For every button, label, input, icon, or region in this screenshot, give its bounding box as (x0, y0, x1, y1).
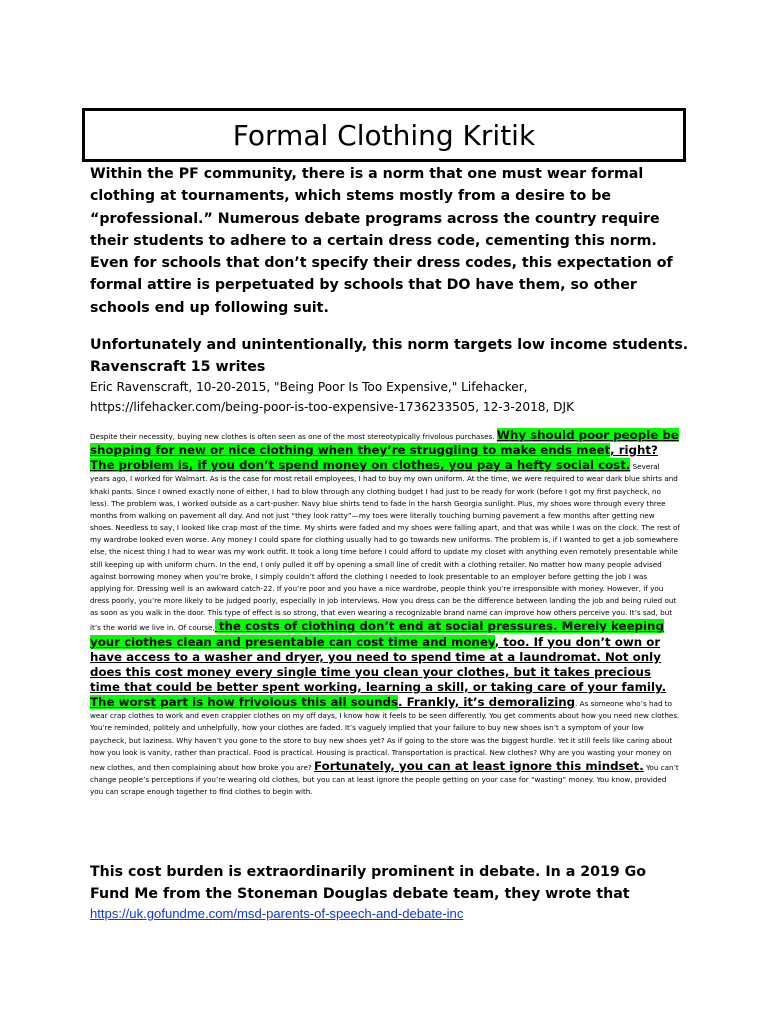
closing-paragraph: This cost burden is extraordinarily prominent in debate. In a 2019 Go Fund Me from the Stoneman Douglas debate team, they wrote that (90, 864, 647, 903)
card-text: You can’t change people’s perceptions if you’re wearing old clothes, but you can at least ignore the people getting on your case for “wasting” money. You know, provided you can scrape enough together to find clothes to begin with. (90, 762, 679, 797)
card-highlight: Why should poor people be shopping for new or nice clothing when they’re struggling to make ends meet (90, 428, 679, 458)
intro-paragraph: Within the PF community, there is a norm that one must wear formal clothing at tournaments, which stems mostly from a desire to be “professional.” Numerous debate programs across the country require their students to adhere to a certain dress code, cementing this norm. Even for schools that don’t specify their dress codes, this expectation of formal attire is perpetuated by schools that DO have them, so other schools end up following suit. (90, 166, 673, 316)
evidence-card (90, 428, 680, 798)
card-highlight: the costs of clothing don’t end at social pressures. Merely keeping your clothes clean and presentable can cost time and money (90, 619, 664, 649)
card-text: . As someone who’s had to wear crap clothes to work and even crappier clothes on my off days, I know how it feels to be seen differently. You get comments about how you need new clothes. You’re reminded, politely and unhelpfully, how your clothes are faded. It’s vaguely implied that your failure to buy new shoes isn’t a symptom of your low paycheck, but laziness. Why haven’t you gone to the store to buy new shoes yet? As if going to the store was the biggest hurdle. Yet it still feels like caring about how you look is vanity, rather than practical. Food is practical. Housing is practical. Transportation is practical. New clothes? Why are you wasting your money on new clothes, and then complaining about how broke you are? (90, 699, 680, 772)
card-highlight: The worst part is how frivolous this all sounds (90, 695, 399, 710)
card-text: Several years ago, I worked for Walmart. As is the case for most retail employees, I had to buy my own uniform. At the time, we were required to wear dark blue shirts and khaki pants. Since I owned exactly none of either, I had to blow through any clothing budget I had just to be ready for work (before I got my first paycheck, no less). The problem was, I worked outside as a cart-pusher. Navy blue shirts tend to fade in the harsh Georgia sunlight. Plus, my shoes wore through every three months from walking on pavement all day. And not just “they look ratty”—my toes were literally touching burning pavement a few months after getting new shoes. Needless to say, I looked like crap most of the time. My shirts were faded and my shoes were falling apart, and that was while I was on the clock. The rest of my wardrobe looked even worse. Any money I could spare for clothing usually had to go towards new uniforms. The problem is, if I wanted to get a job somewhere else, the nicest thing I had to wear was my work outfit. It took a long time before I could afford to update my closet with anything even remotely presentable while still keeping up with uniform churn. In the end, I only pulled it off by opening a small line of credit with a clothing retailer. No matter how many people advised against borrowing money when you’re broke, I simply couldn’t afford the clothing I needed to look presentable to an employer before getting the job I was applying for. Dressing well is an awkward catch-22. If you’re poor and you have a nice wardrobe, people think you’re irresponsible with money. However, if you dress poorly, you’re more likely to be judged poorly, especially in job interviews. How you dress can be the difference between landing the job and being ruled out as soon as you walk in the door. This type of effect is so strong, that even wearing a recognizable brand name can improve how others perceive you. It’s sad, but it’s the world we live in. Of course, (90, 462, 680, 633)
card-underlined-text: . Frankly, it’s demoralizing (398, 695, 576, 710)
card-underlined-text: Fortunately, you can at least ignore this mindset. (314, 758, 644, 773)
card-tag-heading: Unfortunately and unintentionally, this norm targets low income students. Ravenscraft 15 writes (90, 337, 689, 376)
card-highlight: The problem is, if you don’t spend money on clothes, you pay a hefty social cost. (90, 458, 631, 473)
page-title: Formal Clothing Kritik (232, 118, 536, 152)
card-text: Despite their necessity, buying new clothes is often seen as one of the most stereotypically frivolous purchases. (90, 432, 495, 441)
title-box (82, 108, 686, 162)
card-underlined-text: , too. If you don’t own or have access to a washer and dryer, you need to spend time at a laundromat. Not only does this cost money every single time you clean your clothes, but it takes precious time that could be better spent working, learning a skill, or taking care of your family. (90, 634, 667, 694)
card-underlined-text: , right? (610, 443, 658, 458)
card-underlined-text (90, 619, 666, 709)
gofundme-link[interactable]: https://uk.gofundme.com/msd-parents-of-speech-and-debate-inc (90, 906, 464, 921)
citation: Eric Ravenscraft, 10-20-2015, "Being Poor Is Too Expensive," Lifehacker, https://lifehacker.com/being-poor-is-too-expensive-1736233505, 12-3-2018, DJK (90, 380, 574, 414)
